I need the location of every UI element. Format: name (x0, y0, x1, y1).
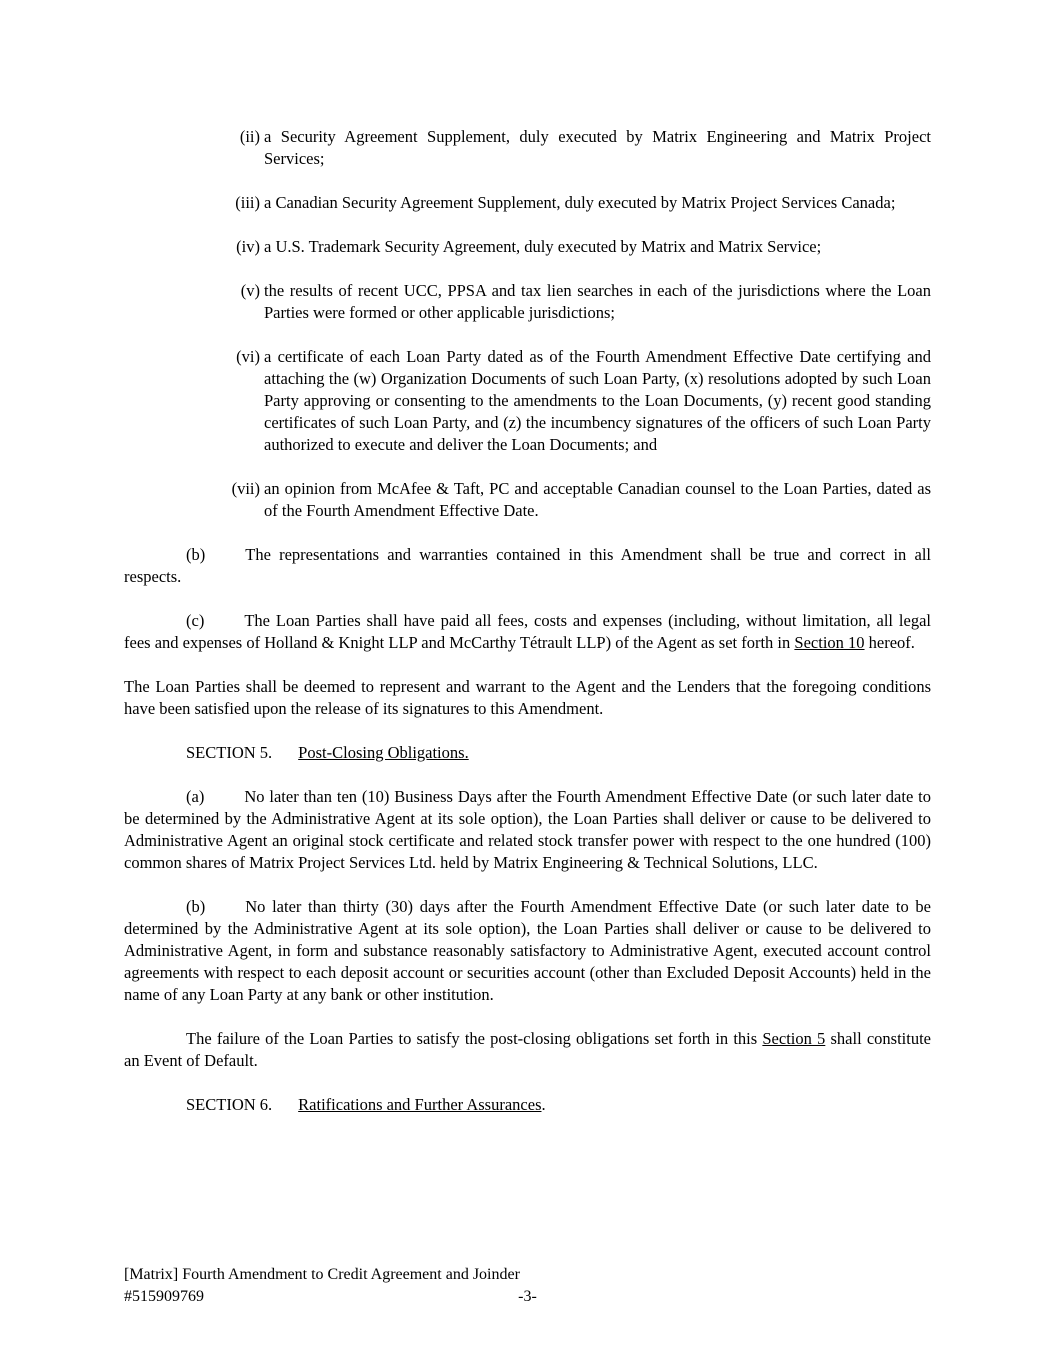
list-item-text: a certificate of each Loan Party dated as of the Fourth Amendment Effective Date certifying and attaching the (w) Organization Documents of such Loan Party, (x) resolutions adopted by such Loan Party approving or consenting to the amendments to the Loan Documents, (y) recent good standing certificates of such Loan Party, and (z) the incumbency signatures of the officers of such Loan Party authorized to execute and deliver the Loan Documents; and (264, 347, 931, 454)
paragraph-text: The failure of the Loan Parties to satisfy the post-closing obligations set forth in this (186, 1029, 763, 1048)
list-item-number: (iii) (235, 193, 260, 212)
list-item-number: (vii) (231, 479, 260, 498)
paragraph-text: hereof. (864, 633, 915, 652)
paragraph-label: (a) (186, 787, 205, 806)
paragraph-text: The Loan Parties shall have paid all fees, costs and expenses (including, without limitation, all legal fees and expenses of Holland & Knight LLP and McCarthy Tétrault LLP) of the Agent as set forth in (124, 611, 931, 652)
paragraph-label: (b) (186, 545, 206, 564)
list-item-text: a Security Agreement Supplement, duly executed by Matrix Engineering and Matrix Project Services; (264, 127, 931, 168)
paragraph-text: No later than ten (10) Business Days after the Fourth Amendment Effective Date (or such later date to be determined by the Administrative Agent at its sole option), the Loan Parties shall deliver or cause to be delivered to Administrative Agent an original stock certificate and related stock transfer power with respect to the one hundred (100) common shares of Matrix Project Services Ltd. held by Matrix Engineering & Technical Solutions, LLC. (124, 787, 931, 872)
list-item-v (124, 280, 931, 324)
page-footer (124, 1264, 931, 1308)
list-item-text: a U.S. Trademark Security Agreement, duly executed by Matrix and Matrix Service; (264, 237, 822, 256)
paragraph-text: No later than thirty (30) days after the Fourth Amendment Effective Date (or such later date to be determined by the Administrative Agent at its sole option), the Loan Parties shall deliver or cause to be delivered to Administrative Agent, in form and substance reasonably satisfactory to Administrative Agent, executed account control agreements with respect to each deposit account or securities account (other than Excluded Deposit Accounts) held in the name of any Loan Party at any bank or other institution. (124, 897, 931, 1004)
paragraph-5a (124, 786, 931, 874)
footer-doc-title: [Matrix] Fourth Amendment to Credit Agreement and Joinder (124, 1266, 520, 1283)
page-content (124, 126, 931, 1138)
section-title-period: . (541, 1095, 546, 1114)
list-item-vi (124, 346, 931, 456)
list-item-vii (124, 478, 931, 522)
list-item-number: (iv) (236, 237, 260, 256)
section-5-heading (124, 742, 931, 764)
list-item-number: (vi) (236, 347, 260, 366)
section-6-heading (124, 1094, 931, 1116)
footer-doc-number: #515909769 (124, 1288, 204, 1305)
paragraph-warrant: The Loan Parties shall be deemed to represent and warrant to the Agent and the Lenders that the foregoing conditions have been satisfied upon the release of its signatures to this Amendment. (124, 677, 931, 718)
list-item-iii (124, 192, 931, 214)
list-item-number: (v) (240, 281, 260, 300)
paragraph-5b (124, 896, 931, 1006)
paragraph-failure (124, 1028, 931, 1072)
section-label: SECTION 5. (186, 743, 273, 762)
section-title: Post-Closing Obligations. (298, 743, 469, 762)
section-10-reference: Section 10 (794, 633, 865, 652)
paragraph-text: The representations and warranties contained in this Amendment shall be true and correct in all respects. (124, 545, 931, 586)
section-5-reference: Section 5 (762, 1029, 826, 1048)
list-item-ii (124, 126, 931, 170)
paragraph-c (124, 610, 931, 654)
section-title: Ratifications and Further Assurances (298, 1095, 542, 1114)
list-item-text: an opinion from McAfee & Taft, PC and acceptable Canadian counsel to the Loan Parties, dated as of the Fourth Amendment Effective Date. (264, 479, 931, 520)
page-number: -3- (518, 1288, 537, 1305)
list-item-text: the results of recent UCC, PPSA and tax lien searches in each of the jurisdictions where the Loan Parties were formed or other applicable jurisdictions; (264, 281, 931, 322)
paragraph-label: (b) (186, 897, 206, 916)
list-item-text: a Canadian Security Agreement Supplement, duly executed by Matrix Project Services Canada; (264, 193, 896, 212)
list-item-number: (ii) (239, 127, 260, 146)
footer-row (124, 1286, 931, 1308)
list-item-iv (124, 236, 931, 258)
section-label: SECTION 6. (186, 1095, 273, 1114)
paragraph-label: (c) (186, 611, 205, 630)
paragraph-text: shall constitute an Event of Default. (124, 1029, 932, 1070)
paragraph-b (124, 544, 931, 588)
